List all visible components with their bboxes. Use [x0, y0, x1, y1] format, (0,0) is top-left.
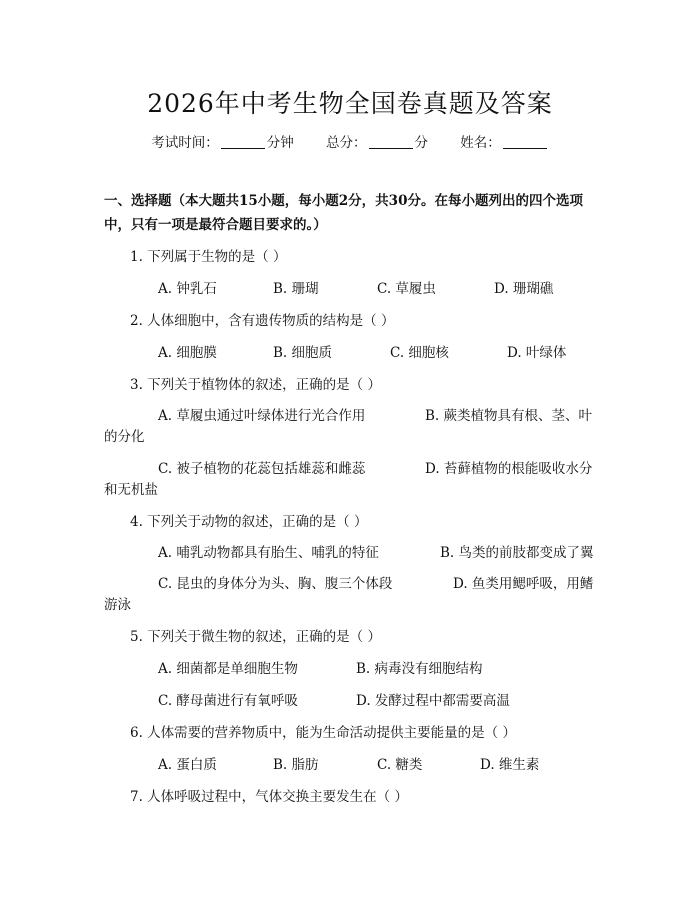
question-stem: 6. 人体需要的营养物质中，能为生命活动提供主要能量的是（ ） — [130, 725, 516, 741]
question-stem: 5. 下列关于微生物的叙述，正确的是（ ） — [130, 629, 381, 645]
option: D. 珊瑚礁 — [494, 281, 554, 297]
option: B. 鸟类的前肢都变成了翼 — [440, 545, 594, 561]
option: C. 草履虫 — [377, 281, 436, 297]
exam-time-blank — [221, 135, 265, 149]
total-score-label: 总分： — [326, 135, 367, 151]
section-heading: 一、选择题（本大题共15小题，每小题2分，共30分。在每小题列出的四个选项中，只有一项是最符合题目要求的。） — [104, 193, 583, 233]
question-stem: 4. 下列关于动物的叙述，正确的是（ ） — [130, 514, 368, 530]
total-score-blank — [369, 135, 413, 149]
option: C. 酵母菌进行有氧呼吸 — [158, 693, 298, 709]
option: D. 发酵过程中都需要高温 — [356, 693, 510, 709]
option-wrap: 游泳 — [104, 597, 131, 613]
option: A. 哺乳动物都具有胎生、哺乳的特征 — [158, 545, 379, 561]
option: C. 昆虫的身体分为头、胸、腹三个体段 — [158, 576, 393, 592]
option: A. 细菌都是单细胞生物 — [158, 661, 298, 677]
option: A. 钟乳石 — [158, 281, 217, 297]
option: B. 脂肪 — [273, 757, 319, 773]
total-score-unit: 分 — [414, 135, 428, 151]
option: C. 细胞核 — [390, 345, 449, 361]
exam-time-label: 考试时间： — [151, 135, 219, 151]
option-wrap: 和无机盐 — [104, 482, 158, 498]
option: A. 细胞膜 — [158, 345, 217, 361]
option: B. 珊瑚 — [273, 281, 319, 297]
option: A. 草履虫通过叶绿体进行光合作用 — [158, 408, 366, 424]
option: B. 蕨类植物具有根、茎、叶 — [425, 408, 593, 424]
option-wrap: 的分化 — [104, 429, 145, 445]
option: C. 糖类 — [377, 757, 423, 773]
name-field — [460, 135, 549, 151]
exam-info-line — [0, 131, 700, 151]
option: C. 被子植物的花蕊包括雄蕊和雌蕊 — [158, 461, 366, 477]
exam-time-field — [151, 135, 298, 151]
exam-time-unit: 分钟 — [266, 135, 294, 151]
question-stem: 1. 下列属于生物的是（ ） — [130, 249, 287, 265]
option: D. 鱼类用鳃呼吸，用鳍 — [453, 576, 594, 592]
option: D. 苔藓植物的根能吸收水分 — [425, 461, 593, 477]
name-label: 姓名： — [460, 135, 501, 151]
page-title: 2026年中考生物全国卷真题及答案 — [147, 89, 553, 118]
option: B. 病毒没有细胞结构 — [356, 661, 483, 677]
option: D. 维生素 — [480, 757, 540, 773]
total-score-field — [326, 135, 432, 151]
question-stem: 7. 人体呼吸过程中，气体交换主要发生在（ ） — [130, 789, 408, 805]
option: D. 叶绿体 — [507, 345, 567, 361]
question-stem: 2. 人体细胞中，含有遗传物质的结构是（ ） — [130, 313, 395, 329]
name-blank — [503, 135, 547, 149]
option: B. 细胞质 — [273, 345, 333, 361]
option: A. 蛋白质 — [158, 757, 217, 773]
question-stem: 3. 下列关于植物体的叙述，正确的是（ ） — [130, 377, 381, 393]
